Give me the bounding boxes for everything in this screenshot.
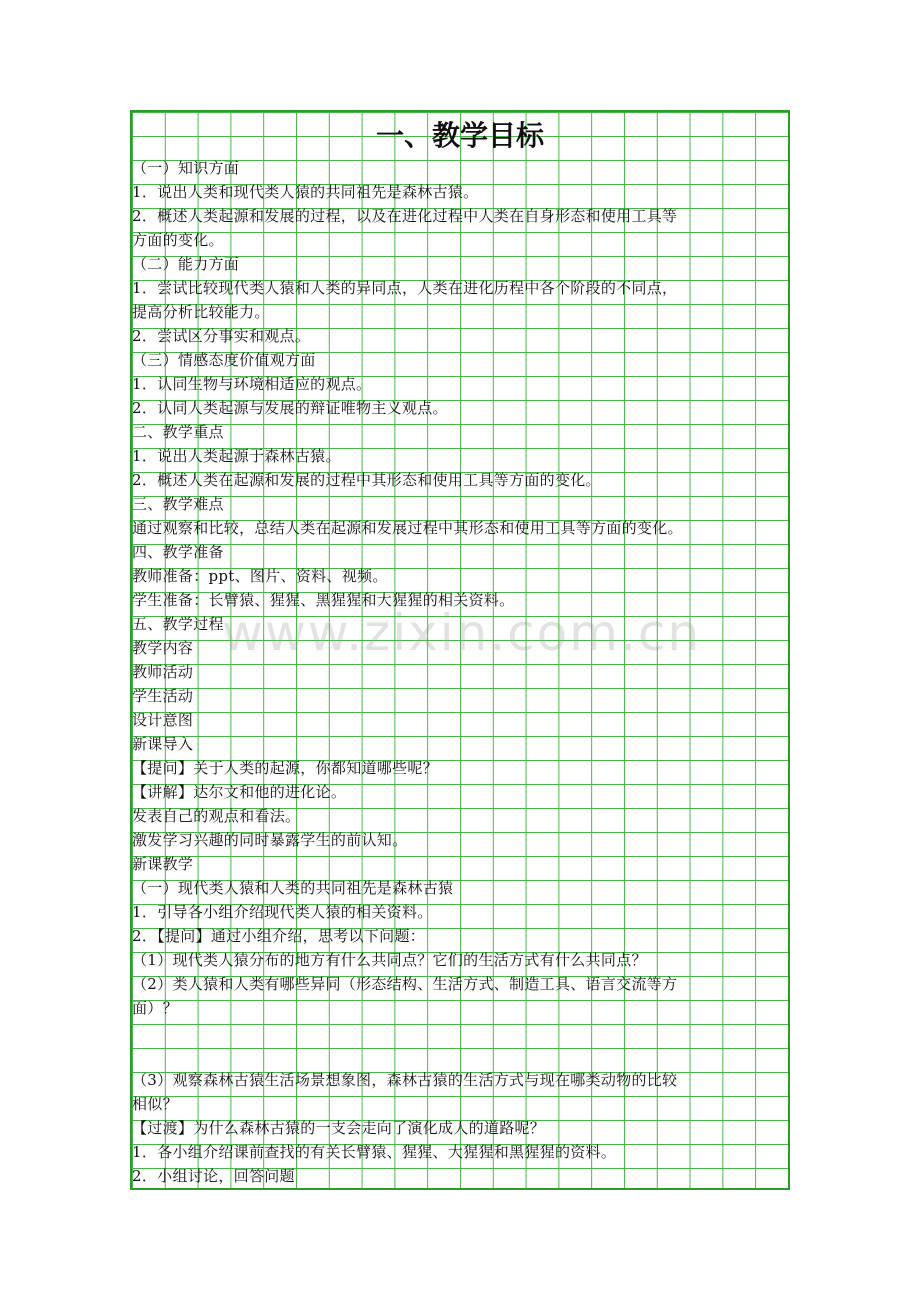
text-line: （一）知识方面: [132, 159, 240, 177]
text-line: 1．各小组介绍课前查找的有关长臂猿、猩猩、大猩猩和黑猩猩的资料。: [132, 1143, 617, 1161]
text-line: 发表自己的观点和看法。: [132, 807, 301, 825]
text-line: 2．认同人类起源与发展的辩证唯物主义观点。: [132, 399, 448, 417]
text-line: 四、教学准备: [132, 543, 224, 561]
text-line: （二）能力方面: [132, 255, 240, 273]
text-line: 2．小组讨论，回答问题: [132, 1167, 295, 1185]
text-line: 设计意图: [132, 711, 194, 729]
text-line: 2．【提问】通过小组介绍，思考以下问题：: [132, 927, 426, 945]
text-line: 方面的变化。: [132, 231, 224, 249]
text-line: 学生准备：长臂猿、猩猩、黑猩猩和大猩猩的相关资料。: [132, 591, 515, 609]
text-line: 1．认同生物与环境相适应的观点。: [132, 375, 372, 393]
text-line: 面）？: [132, 999, 178, 1017]
text-line: 【讲解】达尔文和他的进化论。: [132, 783, 347, 801]
text-line: 二、教学重点: [132, 423, 224, 441]
text-line: 1．说出人类起源于森林古猿。: [132, 447, 341, 465]
text-line: （2）类人猿和人类有哪些异同（形态结构、生活方式、制造工具、语言交流等方: [132, 975, 678, 993]
text-line: 通过观察和比较，总结人类在起源和发展过程中其形态和使用工具等方面的变化。: [132, 519, 683, 537]
grid-paper: [130, 110, 790, 1190]
text-line: 五、教学过程: [132, 615, 224, 633]
text-line: 三、教学难点: [132, 495, 224, 513]
text-line: 2．概述人类在起源和发展的过程中其形态和使用工具等方面的变化。: [132, 471, 601, 489]
text-line: 相似？: [132, 1095, 178, 1113]
text-line: 1．说出人类和现代类人猿的共同祖先是森林古猿。: [132, 183, 479, 201]
text-line: 新课教学: [132, 855, 194, 873]
text-line: 2．概述人类起源和发展的过程，以及在进化过程中人类在自身形态和使用工具等: [132, 207, 678, 225]
text-line: （1）现代类人猿分布的地方有什么共同点？它们的生活方式有什么共同点？: [132, 951, 647, 969]
text-line: （3）观察森林古猿生活场景想象图，森林古猿的生活方式与现在哪类动物的比较: [132, 1071, 678, 1089]
page-title: 一、教学目标: [375, 119, 544, 152]
text-line: 1．尝试比较现代类人猿和人类的异同点，人类在进化历程中各个阶段的不同点，: [132, 279, 678, 297]
text-line: 【过渡】为什么森林古猿的一支会走向了演化成人的道路呢？: [132, 1119, 546, 1137]
text-line: 提高分析比较能力。: [132, 303, 270, 321]
text-line: 新课导入: [132, 735, 194, 753]
text-line: （三）情感态度价值观方面: [132, 351, 316, 369]
text-line: 学生活动: [132, 687, 194, 705]
text-line: 教师准备：ppt、图片、资料、视频。: [132, 567, 388, 585]
text-line: 2．尝试区分事实和观点。: [132, 327, 311, 345]
text-line: （一）现代类人猿和人类的共同祖先是森林古猿: [132, 879, 454, 897]
text-line: 1．引导各小组介绍现代类人猿的相关资料。: [132, 903, 433, 921]
text-line: 教师活动: [132, 663, 194, 681]
text-line: 激发学习兴趣的同时暴露学生的前认知。: [132, 831, 408, 849]
text-line: 【提问】关于人类的起源，你都知道哪些呢？: [132, 759, 439, 777]
watermark: www.zixin.com.cn: [222, 604, 702, 662]
text-line: 教学内容: [132, 639, 194, 657]
